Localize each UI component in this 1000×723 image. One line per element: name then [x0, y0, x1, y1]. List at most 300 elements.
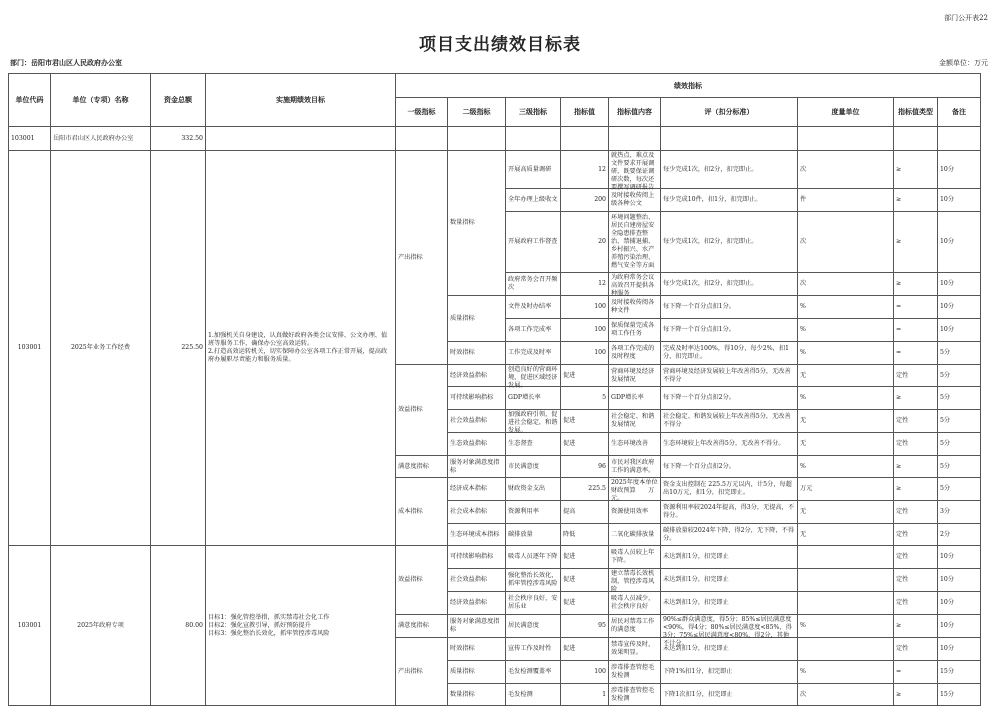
value-type	[894, 546, 938, 569]
value-type	[894, 661, 938, 684]
scoring-standard-text: 下降1%扣1分，扣完即止	[663, 668, 733, 675]
level3-indicator-text: 全年办理上级收文	[508, 196, 558, 203]
indicator-value-text: 促进	[563, 553, 576, 560]
header-goals: 实施期绩效目标	[206, 74, 396, 127]
indicator-value	[561, 410, 609, 433]
scoring-standard	[661, 524, 798, 546]
level3-indicator	[506, 524, 561, 546]
value-type-text: 定性	[896, 645, 909, 652]
level2-indicator-text: 时效指标	[450, 645, 475, 652]
scoring-standard	[661, 546, 798, 569]
note	[938, 410, 981, 433]
level2-indicator-text: 时效指标	[450, 349, 475, 356]
note	[938, 273, 981, 296]
note	[938, 638, 981, 661]
indicator-value-text: 促进	[563, 440, 576, 447]
scoring-standard-text: 碳排放量较2024年下降，得2分，无下降，不得分。	[663, 526, 795, 542]
header-level2: 二级指标	[448, 98, 506, 127]
level2-indicator-text: 数量指标	[450, 219, 475, 226]
measure-unit-text: %	[800, 668, 806, 675]
note-text: 10分	[940, 645, 955, 652]
indicator-value	[561, 684, 609, 706]
level3-indicator-text: 强化整治长效化，抓牢管控涉毒风险	[508, 572, 558, 587]
scoring-standard	[661, 592, 798, 615]
scoring-standard-text: 每少完成1次，扣2分，扣完即止。	[663, 280, 758, 287]
header-unit-name: 单位（专项）名称	[51, 74, 151, 127]
measure-unit	[798, 151, 894, 189]
amount-unit-label: 金额单位：万元	[939, 59, 988, 67]
header-note: 备注	[938, 98, 981, 127]
indicator-value	[561, 592, 609, 615]
scoring-standard-text: 营商环境及经济发展较上年改善得5分，无改善不得分	[663, 367, 791, 383]
note-text: 5分	[940, 349, 951, 356]
scoring-standard	[661, 615, 798, 647]
note-text: 10分	[940, 576, 955, 583]
level3-indicator-text: 社会秩序良好，安居乐业	[508, 595, 558, 610]
scoring-standard-text: 生态环境较上年改善得5分，无改善不得分。	[663, 440, 785, 447]
value-type	[894, 592, 938, 615]
project-goals-text: 1.加强机关自身建设，认真做好政府各类会议安排、公文办理、值班等服务工作，确保办公室高效运转。 2.打造高效运转机关，切实保障办公室各项工作正常开展，提高政府办履职尽责能力和服务质量。	[208, 332, 388, 363]
project-name	[51, 151, 151, 546]
note	[938, 661, 981, 684]
note	[938, 189, 981, 212]
value-type-text: 定性	[896, 553, 909, 560]
measure-unit	[798, 296, 894, 319]
measure-unit-text: 无	[800, 417, 807, 424]
value-content	[609, 638, 661, 661]
level3-indicator-text: 毛发检测	[508, 690, 533, 698]
measure-unit	[798, 615, 894, 638]
level3-indicator	[506, 387, 561, 410]
indicator-value	[561, 189, 609, 212]
value-type-text: ≥	[896, 196, 902, 203]
measure-unit-text: 次	[800, 165, 807, 173]
value-content	[609, 342, 661, 365]
value-content	[609, 212, 661, 273]
level3-indicator	[506, 410, 561, 433]
value-type-text: 定性	[896, 576, 909, 583]
level2-indicator-text: 经济成本指标	[450, 485, 488, 492]
indicator-value-text: 促进	[563, 371, 576, 379]
indicator-value-text: 100	[594, 349, 606, 356]
scoring-standard-text: 未达到扣1分，扣完即止	[663, 553, 729, 560]
scoring-standard	[661, 456, 798, 478]
measure-unit	[798, 433, 894, 456]
level3-indicator-text: 加强政府引领，促进社会稳定，和谐发展。	[508, 410, 558, 434]
scoring-standard-text: 每下降一个百分点扣1分。	[663, 303, 735, 310]
indicator-value	[561, 478, 609, 501]
value-type	[894, 433, 938, 456]
measure-unit-text: 无	[800, 371, 807, 379]
level1-indicator-text: 产出指标	[398, 667, 423, 675]
note	[938, 569, 981, 592]
level2-indicator	[448, 638, 506, 661]
project-amount-text: 80.00	[185, 621, 203, 629]
project-code-text: 103001	[17, 344, 42, 351]
value-type	[894, 365, 938, 387]
level3-indicator	[506, 569, 561, 592]
scoring-standard	[661, 684, 798, 706]
measure-unit	[798, 365, 894, 387]
indicator-value	[561, 456, 609, 478]
project-name-text: 2025年政府专项	[77, 621, 124, 629]
header-measure-unit: 度量单位	[798, 98, 894, 127]
level3-indicator-text: 碳排放量	[508, 530, 533, 538]
measure-unit-text: %	[800, 462, 806, 470]
value-content	[609, 319, 661, 342]
value-content	[609, 296, 661, 319]
table-row	[9, 151, 981, 189]
level1-indicator	[396, 638, 448, 706]
level2-indicator	[448, 569, 506, 592]
value-type-text: 定性	[896, 599, 909, 606]
header-row	[9, 74, 981, 98]
measure-unit	[798, 478, 894, 501]
value-content-text: 禁毒宣传及时，效果明显。	[611, 641, 655, 656]
level3-indicator-text: 吸毒人员逐年下降	[508, 553, 558, 560]
level2-indicator-text: 社会成本指标	[450, 508, 488, 515]
indicator-value-text: 1	[602, 690, 606, 698]
level3-indicator-text: 政府常务会召开频次	[508, 276, 558, 291]
note-text: 5分	[940, 485, 951, 492]
note	[938, 319, 981, 342]
page-title: 项目支出绩效目标表	[419, 35, 581, 55]
note-text: 5分	[940, 417, 951, 424]
indicator-value-text: 促进	[563, 576, 576, 583]
level3-indicator	[506, 296, 561, 319]
measure-unit	[798, 273, 894, 296]
scoring-standard-text: 每下降一个百分点扣2分。	[663, 462, 735, 470]
header-indicators: 绩效指标	[396, 74, 981, 98]
project-code	[9, 546, 51, 706]
measure-unit-text: 次	[800, 690, 807, 698]
measure-unit	[798, 410, 894, 433]
indicator-value-text: 促进	[563, 645, 576, 652]
level1-indicator	[396, 546, 448, 615]
value-type-text: ≥	[896, 690, 902, 698]
indicator-value	[561, 319, 609, 342]
project-goals	[206, 151, 396, 546]
scoring-standard	[661, 151, 798, 189]
level3-indicator-text: 文件及时办结率	[508, 303, 552, 310]
value-content	[609, 569, 661, 592]
level2-indicator-text: 服务对象满意度指标	[450, 618, 500, 633]
scoring-standard	[661, 342, 798, 365]
value-type-text: 定性	[896, 530, 909, 538]
value-type	[894, 615, 938, 638]
scoring-standard-text: 90%≤群众满意度，得5分；85%≤居民满意度<90%，得4分；80%≤居民满意度<85%，得3分；75%≤居民满意度<80%，得2分，其他不计分。	[663, 615, 792, 647]
value-type	[894, 189, 938, 212]
project-goals	[206, 546, 396, 706]
level2-indicator	[448, 546, 506, 569]
measure-unit-text: 无	[800, 508, 807, 515]
level2-indicator	[448, 501, 506, 524]
indicator-value	[561, 501, 609, 524]
scoring-standard	[661, 410, 798, 433]
measure-unit	[798, 212, 894, 273]
value-content-text: 资源使用效率	[611, 508, 649, 515]
unit-amount: 332.50	[151, 127, 206, 151]
note	[938, 524, 981, 546]
value-content-text: 吸毒人员较上年下降。	[611, 549, 655, 564]
project-name-text: 2025年业务工作经费	[70, 344, 131, 351]
level3-indicator	[506, 456, 561, 478]
value-type	[894, 524, 938, 546]
level2-indicator	[448, 387, 506, 410]
level3-indicator	[506, 365, 561, 387]
scoring-standard	[661, 296, 798, 319]
level2-indicator-text: 质量指标	[450, 314, 475, 322]
indicator-value-text: 20	[598, 238, 606, 245]
scoring-standard	[661, 501, 798, 524]
value-type	[894, 478, 938, 501]
value-type	[894, 638, 938, 661]
level3-indicator-text: 开展高质量调研	[508, 165, 552, 173]
measure-unit-text: %	[800, 394, 806, 401]
header-value-content: 指标值内容	[609, 98, 661, 127]
level3-indicator-text: 宣传工作及时性	[508, 645, 552, 652]
scoring-standard	[661, 189, 798, 212]
value-content	[609, 387, 661, 410]
level2-indicator	[448, 342, 506, 365]
value-type-text: =	[896, 349, 902, 356]
level2-indicator	[448, 433, 506, 456]
level3-indicator	[506, 661, 561, 684]
value-type	[894, 212, 938, 273]
level3-indicator-text: 资源利用率	[508, 508, 539, 515]
note-text: 10分	[940, 599, 955, 606]
level2-indicator-text: 可持续影响指标	[450, 394, 494, 401]
note-text: 5分	[940, 462, 951, 470]
value-type-text: ≥	[896, 280, 902, 287]
measure-unit	[798, 319, 894, 342]
note	[938, 478, 981, 501]
level1-indicator-text: 效益指标	[398, 406, 423, 413]
indicator-value	[561, 151, 609, 189]
project-amount-text: 225.50	[181, 344, 203, 351]
note-text: 10分	[940, 622, 955, 629]
level2-indicator	[448, 456, 506, 478]
indicator-value-text: 促进	[563, 599, 576, 606]
value-content	[609, 273, 661, 296]
level3-indicator-text: 工作完成及时率	[508, 349, 552, 356]
level1-indicator	[396, 478, 448, 546]
level3-indicator-text: 各项工作完成率	[508, 326, 552, 333]
value-content-text: 各项工作完成的及时程度	[611, 345, 655, 360]
value-content-text: 环境问题整治、居民自建房屋安全隐患排查整治、禁捕退捕、乡村振兴、水产养殖污染治理、燃气安全等方面	[611, 214, 655, 269]
level3-indicator-text: 居民满意度	[508, 622, 539, 629]
value-content-text: 为政府常务会议高效召开提供各种服务	[611, 273, 655, 297]
value-content-text: 居民对禁毒工作的满意度	[611, 618, 655, 633]
level2-indicator-text: 服务对象满意度指标	[450, 458, 500, 474]
scoring-standard	[661, 661, 798, 684]
scoring-standard	[661, 569, 798, 592]
measure-unit-text: %	[800, 622, 806, 629]
value-type-text: ≥	[896, 165, 902, 173]
value-type	[894, 151, 938, 189]
note-text: 10分	[940, 303, 955, 310]
measure-unit	[798, 546, 894, 569]
note-text: 10分	[940, 326, 955, 333]
level3-indicator	[506, 546, 561, 569]
note	[938, 365, 981, 387]
level2-indicator	[448, 151, 506, 296]
header-value: 指标值	[561, 98, 609, 127]
measure-unit	[798, 592, 894, 615]
level3-indicator	[506, 433, 561, 456]
level2-indicator	[448, 592, 506, 615]
note	[938, 296, 981, 319]
level3-indicator	[506, 501, 561, 524]
scoring-standard	[661, 365, 798, 387]
value-type-text: 定性	[896, 508, 909, 515]
value-type	[894, 319, 938, 342]
level2-indicator-text: 可持续影响指标	[450, 553, 494, 560]
level1-indicator	[396, 456, 448, 478]
measure-unit-text: 无	[800, 440, 807, 447]
value-content-text: GDP增长率	[611, 394, 644, 401]
indicator-value	[561, 524, 609, 546]
level3-indicator	[506, 592, 561, 615]
value-type-text: ≥	[896, 622, 902, 629]
scoring-standard	[661, 433, 798, 456]
value-content-text: 吸毒人员减少，社会秩序良好	[611, 595, 655, 610]
indicator-value	[561, 342, 609, 365]
value-content-text: 涉毒排查管控毛发检测	[611, 686, 655, 702]
indicator-value	[561, 433, 609, 456]
indicator-value-text: 提高	[563, 508, 576, 515]
scoring-standard-text: 每下降一个百分点扣1分。	[663, 326, 735, 333]
scoring-standard-text: 社会稳定、和谐发展较上年改善得5分，无改善不得分	[663, 413, 791, 428]
measure-unit	[798, 524, 894, 546]
project-goals-text: 目标1：强化管控举措，抓实禁毒社会化工作 目标2：强化宣教引导，抓好预防提升 目标3：强化整治长效化，抓牢管控涉毒风险	[208, 613, 330, 637]
note-text: 10分	[940, 165, 955, 173]
indicator-value-text: 100	[594, 326, 606, 333]
value-type	[894, 387, 938, 410]
value-content-text: 及时接收传阅上级各种公文	[611, 192, 655, 207]
level2-indicator-text: 生态效益指标	[450, 440, 488, 447]
level3-indicator-text: 财政资金支出	[508, 485, 546, 492]
note	[938, 592, 981, 615]
measure-unit-text: 件	[800, 196, 807, 203]
measure-unit	[798, 638, 894, 661]
scoring-standard	[661, 478, 798, 501]
indicator-value-text: 降低	[563, 530, 576, 538]
value-content	[609, 456, 661, 478]
scoring-standard-text: 下降1次扣1分，扣完即止	[663, 690, 733, 698]
measure-unit	[798, 342, 894, 365]
value-content	[609, 189, 661, 212]
scoring-standard	[661, 212, 798, 273]
measure-unit-text: %	[800, 303, 806, 310]
table-row	[9, 546, 981, 569]
scoring-standard-text: 未达到扣1分，扣完即止	[663, 599, 729, 606]
scoring-standard-text: 资源利用率较2024年提高，得3分，无提高，不得分。	[663, 504, 795, 519]
note-text: 15分	[940, 668, 955, 675]
measure-unit	[798, 661, 894, 684]
value-type	[894, 501, 938, 524]
indicator-value	[561, 661, 609, 684]
level1-indicator-text: 满意度指标	[398, 462, 429, 470]
indicator-value-text: 100	[594, 303, 606, 310]
value-content	[609, 478, 661, 501]
indicator-value	[561, 212, 609, 273]
measure-unit	[798, 456, 894, 478]
value-content	[609, 501, 661, 524]
value-type	[894, 273, 938, 296]
scoring-standard-text: 完成及时率达100%，得10分，每少2%，扣1分，扣完即止。	[663, 345, 789, 360]
value-content-text: 及时接收传阅各种文件	[611, 299, 655, 314]
header-level3: 三级指标	[506, 98, 561, 127]
indicator-value	[561, 273, 609, 296]
project-amount	[151, 546, 206, 706]
note	[938, 501, 981, 524]
value-type-text: =	[896, 668, 902, 675]
value-type-text: ≥	[896, 238, 902, 245]
value-content	[609, 661, 661, 684]
form-number: 部门公开表22	[944, 14, 988, 22]
value-type	[894, 569, 938, 592]
level3-indicator	[506, 151, 561, 189]
level2-indicator	[448, 410, 506, 433]
level1-indicator-text: 满意度指标	[398, 622, 429, 629]
measure-unit-text: 无	[800, 530, 807, 538]
scoring-standard	[661, 387, 798, 410]
value-content-text: 保质保量完成各项工作任务	[611, 322, 655, 337]
level2-indicator-text: 生态环境成本指标	[450, 530, 500, 538]
level2-indicator	[448, 524, 506, 546]
value-type	[894, 342, 938, 365]
header-level1: 一级指标	[396, 98, 448, 127]
measure-unit	[798, 387, 894, 410]
note	[938, 212, 981, 273]
value-content	[609, 151, 661, 189]
level3-indicator-text: 生态督查	[508, 440, 533, 447]
level3-indicator	[506, 342, 561, 365]
level1-indicator-text: 成本指标	[398, 507, 423, 515]
value-content	[609, 615, 661, 638]
value-content-text: 2025年度本单位财政预算 万元。	[611, 478, 658, 502]
indicator-value-text: 12	[598, 280, 606, 287]
header-total-funds: 资金总额	[151, 74, 206, 127]
level3-indicator	[506, 189, 561, 212]
note-text: 5分	[940, 371, 951, 379]
level3-indicator-text: 开展政府工作督查	[508, 238, 558, 245]
level2-indicator-text: 社会效益指标	[450, 576, 488, 583]
project-amount	[151, 151, 206, 546]
value-content-text: 二氧化碳排放量	[611, 530, 655, 538]
level3-indicator-text: 毛发检测覆盖率	[508, 668, 552, 675]
indicator-value	[561, 365, 609, 387]
measure-unit-text: %	[800, 349, 806, 356]
value-type	[894, 684, 938, 706]
scoring-standard-text: 资金支出控制在 225.5万元以内，计5分，每超出10万元，扣1分，扣完即止。	[663, 481, 792, 496]
value-type-text: =	[896, 326, 902, 333]
level3-indicator	[506, 478, 561, 501]
level3-indicator	[506, 273, 561, 296]
indicator-value-text: 96	[598, 462, 606, 470]
scoring-standard-text: 未达到扣1分，扣完即止	[663, 645, 729, 652]
level2-indicator	[448, 296, 506, 342]
level2-indicator	[448, 615, 506, 638]
note-text: 10分	[940, 280, 955, 287]
level2-indicator-text: 数量指标	[450, 690, 475, 698]
note-text: 3分	[940, 508, 951, 515]
value-content	[609, 433, 661, 456]
value-type-text: 定性	[896, 440, 909, 447]
level1-indicator	[396, 615, 448, 638]
indicator-value	[561, 638, 609, 661]
